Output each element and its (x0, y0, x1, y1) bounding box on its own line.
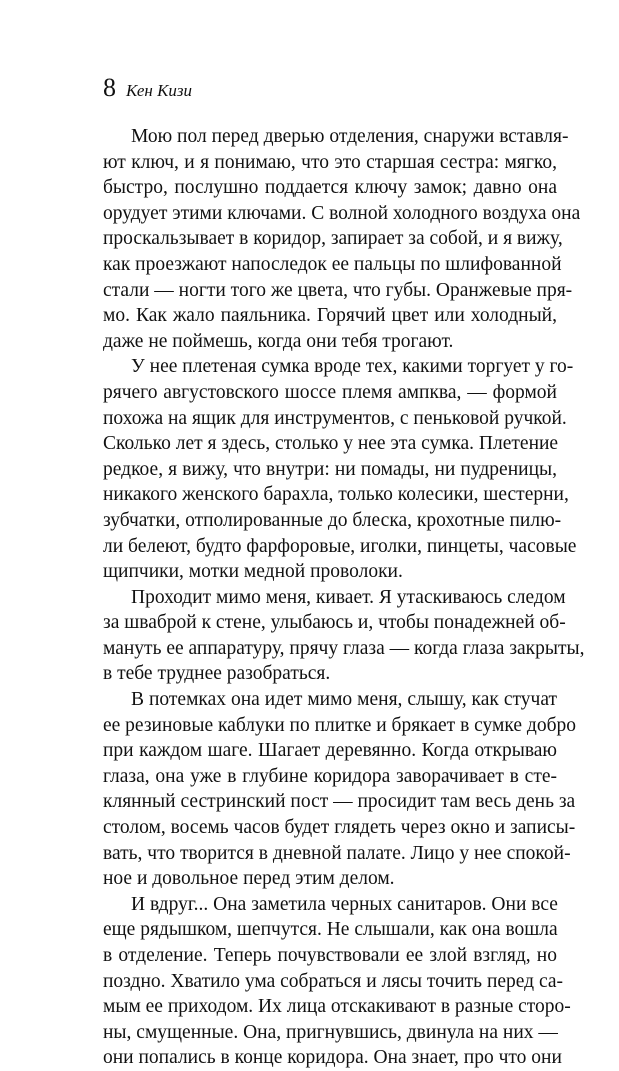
text-line: орудует этими ключами. С волной холодного воздуха она (103, 202, 581, 224)
text-line: редкое, я вижу, что внутри: ни помады, ни пудреницы, (103, 458, 557, 480)
text-line: даже не поймешь, когда они тебя трогают. (103, 330, 454, 352)
text-line: быстро, послушно поддается ключу замок; давно она (103, 177, 557, 199)
text-line: поздно. Хватило ума собраться и лясы точить перед са- (103, 970, 564, 992)
paragraph (103, 124, 581, 354)
text-line: при каждом шаге. Шагает деревянно. Когда открываю (103, 740, 557, 762)
text-line: похожа на ящик для инструментов, с пеньковой ручкой. (103, 407, 567, 429)
text-line: мануть ее аппаратуру, прячу глаза — когда глаза закрыты, (103, 637, 585, 659)
text-line: мым ее приходом. Их лица отскакивают в разные сторо- (103, 996, 571, 1018)
text-line: глаза, она уже в глубине коридора заворачивает в сте- (103, 765, 557, 787)
text-line: за шваброй к стене, улыбаюсь и, чтобы понадежней об- (103, 612, 566, 634)
paragraph (103, 892, 571, 1071)
text-line: стали — ногти того же цвета, что губы. Оранжевые пря- (103, 279, 573, 301)
text-line: Проходит мимо меня, кивает. Я утаскиваюсь следом (131, 586, 566, 608)
paragraph (103, 585, 585, 687)
text-line: Мою пол перед дверью отделения, снаружи вставля- (131, 126, 569, 147)
text-line: как проезжают напоследок ее пальцы по шлифованной (103, 253, 562, 275)
text-line: рячего августовского шоссе племя ампква, — формой (103, 381, 557, 403)
text-line: ны, смущенные. Она, пригнувшись, двинула на них — (103, 1021, 558, 1043)
text-line: В потемках она идет мимо меня, слышу, как стучат (131, 689, 557, 711)
text-line: ное и довольное перед этим делом. (103, 868, 395, 890)
text-line: они попались в конце коридора. Она знает, про что они (103, 1047, 562, 1069)
text-line: столом, восемь часов будет глядеть через окно и записы- (103, 817, 576, 839)
text-line: вать, что творится в дневной палате. Лицо у нее спокой- (103, 842, 571, 864)
text-line: У нее плетеная сумка вроде тех, какими торгует у го- (131, 356, 574, 378)
text-line: в отделение. Теперь почувствовали ее злой взгляд, но (103, 945, 557, 966)
text-line: зубчатки, отполированные до блеска, крохотные пилю- (103, 509, 562, 531)
text-line: ее резиновые каблуки по плитке и брякает в сумке добро (103, 714, 576, 736)
text-line: Сколько лет я здесь, столько у нее эта сумка. Плетение (103, 433, 559, 455)
text-line: еще рядышком, шепчутся. Не слышали, как она вошла (103, 919, 558, 941)
text-line: щипчики, мотки медной проволоки. (103, 561, 403, 583)
text-line: проскальзывает в коридор, запирает за собой, и я вижу, (103, 228, 563, 250)
text-line: ли белеют, будто фарфоровые, иголки, пинцеты, часовые (103, 535, 577, 557)
running-head (103, 73, 192, 103)
paragraph (103, 687, 576, 892)
text-line: мо. Как жало паяльника. Горячий цвет или холодный, (103, 305, 557, 327)
text-line: в тебе труднее разобраться. (103, 663, 331, 685)
text-line: ют ключ, и я понимаю, что это старшая сестра: мягко, (103, 151, 557, 173)
text-line: никакого женского барахла, только колесики, шестерни, (103, 484, 569, 506)
running-head-author: Кен Кизи (126, 81, 193, 100)
page-number: 8 (103, 73, 116, 102)
paragraph (103, 354, 577, 584)
text-line: И вдруг... Она заметила черных санитаров. Они все (131, 893, 558, 915)
text-line: клянный сестринский пост — просидит там весь день за (103, 791, 576, 813)
body-text (103, 124, 585, 1071)
